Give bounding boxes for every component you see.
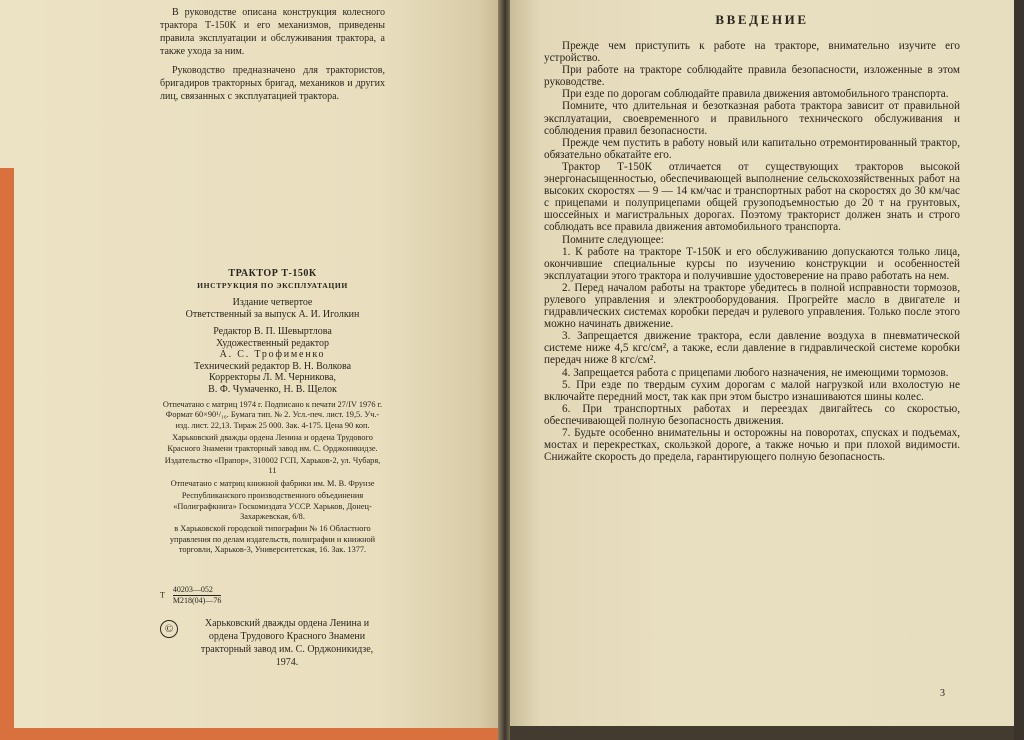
body-paragraph: Помните следующее: xyxy=(562,233,664,246)
body-paragraph: Прежде чем приступить к работе на тракторе, внимательно изучите его устройство. xyxy=(544,40,960,65)
body-paragraph: При езде по дорогам соблюдайте правила движения автомобильного транспорта. xyxy=(562,88,949,101)
rule-item: 2. Перед началом работы на тракторе убедитесь в полной исправности тормозов, рулевого управления и электрооборудования. Прогрейте масло в двигателе и гидравлических системах коробки передач и рулевого управления. Только после этого можно начинать движение. xyxy=(544,281,960,331)
imprint-line: Отпечатано с матриц книжной фабрики им. М. В. Фрунзе xyxy=(170,478,375,488)
catalog-numerator: 40203—052 xyxy=(173,585,221,596)
imprint-line: Отпечатано с матриц 1974 г. Подписано к печати 27/IV 1976 г. Формат 60×90¹/₁₆. Бумага тип. № 2. Усл.-печ. лист. 19,5. Уч.-изд. лист. 22,13. Тираж 25 000. Зак. 4-175. Цена 90 коп. xyxy=(162,400,383,430)
copyright-icon: © xyxy=(160,620,178,638)
book-subtitle: ИНСТРУКЦИЯ ПО ЭКСПЛУАТАЦИИ xyxy=(197,281,348,290)
body-paragraph: Трактор Т-150К отличается от существующих тракторов высокой энергонасыщенностью, обеспечивающей выполнение сельскохозяйственных работ на высоких скоростях — 9 — 14 км/час и транспортных работ на скоростях до 30 км/час с прицепами и полуприцепами общей грузоподъемностью до 20 т на грунтовых, шоссейных и магистральных дорогах. Поэтому тракторист должен знать и строго соблюдать все правила движения автомобильного транспорта. xyxy=(544,160,960,234)
rule-item: 3. Запрещается движение трактора, если давление воздуха в пневматической системе ниже 4,5 кгс/см², а также, если давление в гидравлической системе коробки передач ниже 8 кгс/см². xyxy=(544,330,960,367)
annotation-paragraph: Руководство предназначено для трактористов, бригадиров тракторных бригад, механиков и других лиц, связанных с эксплуатацией трактора. xyxy=(160,65,385,102)
credits-block xyxy=(160,297,385,395)
cover-edge xyxy=(0,168,14,740)
edition-line: Издание четвертое xyxy=(232,297,313,308)
page-edge xyxy=(1014,0,1024,740)
editor-line: Редактор В. П. Шевыртлова xyxy=(213,326,332,337)
imprint-line: Харьковский дважды ордена Ленина и ордена Трудового Красного Знамени тракторный завод им. С. Орджоникидзе. xyxy=(167,433,378,453)
catalog-letter: Т xyxy=(160,590,165,600)
left-page xyxy=(0,0,503,740)
body-paragraph: При работе на тракторе соблюдайте правила безопасности, изложенные в этом руководстве. xyxy=(544,64,960,89)
catalog-denominator: М218(04)—76 xyxy=(172,596,222,605)
rule-item: 5. При езде по твердым сухим дорогам с малой нагрузкой или вхолостую не включайте передний мост, так как при этом быстро изнашиваются шины колес. xyxy=(544,378,960,403)
section-heading: ВВЕДЕНИЕ xyxy=(715,12,809,27)
page-number: 3 xyxy=(940,688,945,699)
page-bottom-edge xyxy=(510,726,1014,740)
imprint-block xyxy=(160,400,385,558)
tech-editor-line: Технический редактор В. Н. Волкова xyxy=(193,360,352,372)
annotation-paragraph: В руководстве описана конструкция колесного трактора Т-150К и его механизмов, приведены правила эксплуатации и обслуживания трактора, а также ухода за ним. xyxy=(160,7,385,57)
copyright-text: Харьковский дважды ордена Ленина и ордена Трудового Красного Знамени тракторный завод им. С. Орджоникидзе, 1974. xyxy=(200,618,374,668)
rule-item: 7. Будьте особенно внимательны и осторожны на поворотах, спусках и подъемах, мостах и перекрестках, скользкой дороге, а также ночью и при плохой видимости. Снижайте скорость до предела, гарантирующего полную безопасность. xyxy=(544,427,960,464)
correctors-line: Корректоры Л. М. Черникова, xyxy=(209,372,336,383)
body-paragraph: Прежде чем пустить в работу новый или капитально отремонтированный трактор, обязательно обкатайте его. xyxy=(544,136,960,161)
cover-bottom-edge xyxy=(0,728,503,740)
book-title: ТРАКТОР Т-150К xyxy=(228,268,317,279)
imprint-line: в Харьковской городской типографии № 16 Областного управления по делам издательств, полиграфии и книжной торговли, Харьков-3, Университетская, 16. Зак. 1377. xyxy=(169,524,376,555)
catalog-code xyxy=(160,585,221,606)
imprint-line: Республиканского производственного объединения «Полиграфкнига» Госкомиздата УССР. Харьков, Донец-Захаржевская, 6/8. xyxy=(173,491,372,522)
art-editor-name: А. С. Трофименко xyxy=(219,349,326,360)
rule-item: 6. При транспортных работах и переездах двигайтесь со скоростью, обеспечивающей полную безопасность движения. xyxy=(544,402,960,427)
rule-item: 4. Запрещается работа с прицепами любого назначения, не имеющими тормозов. xyxy=(562,366,949,379)
art-editor-role: Художественный редактор xyxy=(216,337,329,349)
correctors-line: В. Ф. Чумаченко, Н. В. Щелок xyxy=(208,383,337,395)
imprint-line: Издательство «Прапор», 310002 ГСП, Харьков-2, ул. Чубаря, 11 xyxy=(164,456,381,476)
responsible-line: Ответственный за выпуск А. И. Иголкин xyxy=(185,308,360,320)
rule-item: 1. К работе на тракторе Т-150К и его обслуживанию допускаются только лица, окончившие специальные курсы по изучению конструкции и особенностей эксплуатации этого трактора и получившие удостоверение на право работать на нем. xyxy=(544,245,960,282)
introduction-body xyxy=(544,40,960,463)
catalog-fraction xyxy=(173,585,221,606)
annotation-block xyxy=(160,6,385,109)
body-paragraph: Помните, что длительная и безотказная работа трактора зависит от правильной эксплуатации, своевременного и правильного технического обслуживания и соблюдения правил безопасности. xyxy=(544,100,960,137)
